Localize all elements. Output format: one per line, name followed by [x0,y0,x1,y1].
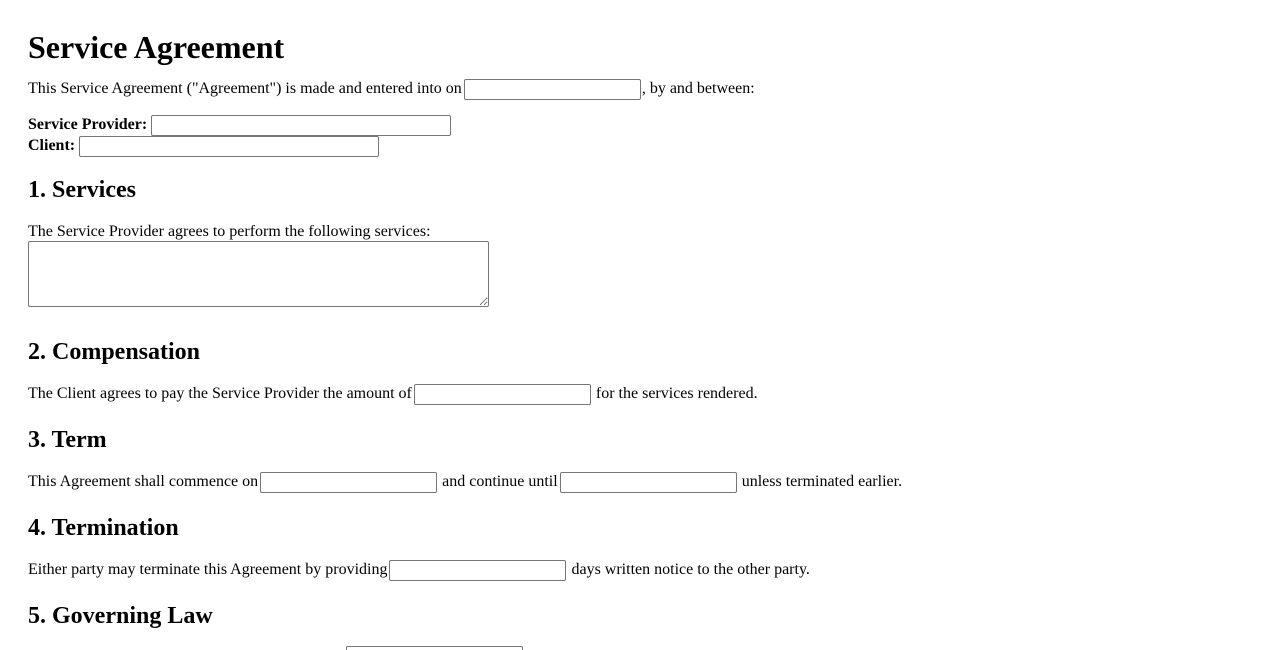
page-title: Service Agreement [28,29,285,65]
termination-text: Either party may terminate this Agreement by providing [28,561,388,578]
termination-heading: 4. Termination [28,515,179,541]
governing-law-input[interactable] [346,646,523,650]
compensation-heading: 2. Compensation [28,339,201,365]
governing-law-heading: 5. Governing Law [28,603,213,629]
governing-law-paragraph [28,645,1278,650]
provider-row [28,114,1278,135]
notice-days-input[interactable] [389,560,566,581]
term-end-input[interactable] [560,472,737,493]
term-start-input[interactable] [260,472,437,493]
client-input[interactable] [79,136,379,157]
agreement-date-input[interactable] [464,79,641,100]
client-row [28,135,1278,156]
intro-paragraph [28,78,1278,100]
provider-input[interactable] [151,115,451,136]
services-heading: 1. Services [28,177,136,203]
compensation-amount-input[interactable] [414,384,591,405]
term-paragraph [28,471,1278,493]
termination-paragraph [28,559,1278,581]
intro-text-end: , by and between: [641,80,755,97]
term-text-end: unless terminated earlier. [741,473,903,490]
intro-text: This Service Agreement ("Agreement") is made and entered into on [28,80,462,97]
term-text-middle: and continue until [442,473,558,490]
provider-label: Service Provider: [28,116,148,133]
term-heading: 3. Term [28,427,107,453]
parties-block [28,114,1278,156]
client-label: Client: [28,137,76,154]
termination-text-end: days written notice to the other party. [571,561,810,578]
services-textarea[interactable] [28,241,489,307]
compensation-text-end: for the services rendered. [595,385,758,402]
compensation-text: The Client agrees to pay the Service Provider the amount of [28,385,412,402]
compensation-paragraph [28,383,1278,405]
term-text: This Agreement shall commence on [28,473,259,490]
services-text: The Service Provider agrees to perform the following services: [28,223,431,240]
